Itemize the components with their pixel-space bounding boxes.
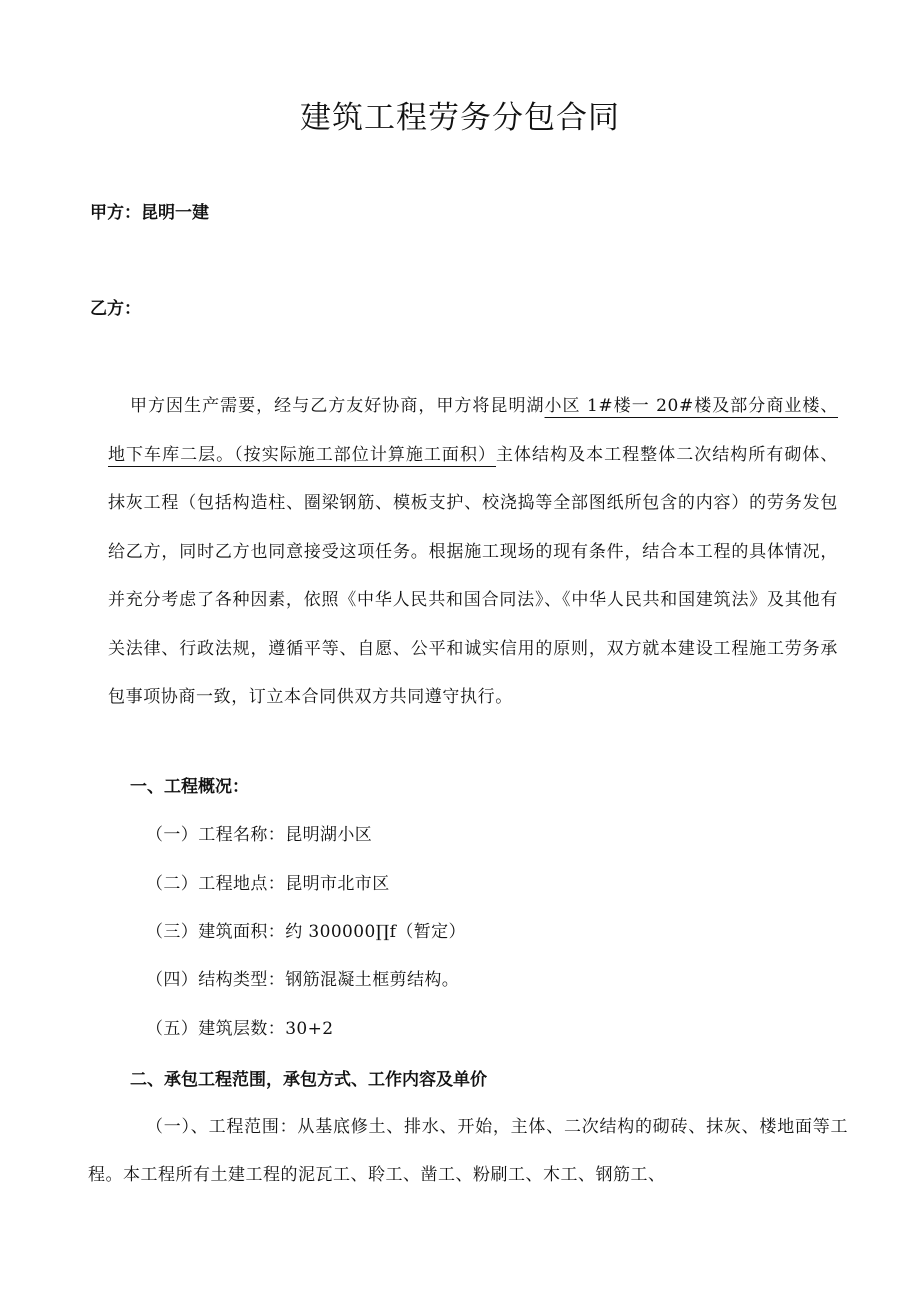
section-2-heading: 二、承包工程范围，承包方式、工作内容及单价 <box>130 1070 487 1090</box>
party-a-line: 甲方：昆明一建 <box>90 203 209 223</box>
floor-count-item: （五）建筑层数：30+2 <box>146 1019 334 1039</box>
scope-paragraph: （一）、工程范围：从基底修土、排水、开始，主体、二次结构的砌砖、抹灰、楼地面等工程。本工程所有土建工程的泥瓦工、聆工、凿工、粉刷工、木工、钢筋工、 <box>88 1117 848 1185</box>
building-area-item: （三）建筑面积：约 300000∏f（暂定） <box>146 922 466 942</box>
structure-type-item: （四）结构类型：钢筋混凝土框剪结构。 <box>146 970 460 990</box>
intro-underlined-scope: 小区 1#楼一 20#楼及部分商业楼、地下车库二层。（按实际施工部位计算施工面积） <box>108 396 838 465</box>
document-title: 建筑工程劳务分包合同 <box>300 100 620 136</box>
project-name-item: （一）工程名称：昆明湖小区 <box>146 825 373 845</box>
intro-text-start: 甲方因生产需要，经与乙方友好协商，甲方将昆明湖 <box>130 396 545 416</box>
intro-text-rest: 主体结构及本工程整体二次结构所有砌体、抹灰工程（包括构造柱、圈梁钢筋、模板支护、校浇捣等全部图纸所包含的内容）的劳务发包给乙方，同时乙方也同意接受这项任务。根据施工现场的现有条件，结合本工程的具体情况，并充分考虑了各种因素，依照《中华人民共和国合同法》、《中华人民共和国建筑法》及其他有关法律、行政法规，遵循平等、自愿、公平和诚实信用的原则，双方就本建设工程施工劳务承包事项协商一致，订立本合同供双方共同遵守执行。 <box>108 444 838 707</box>
section-1-heading: 一、工程概况： <box>130 777 249 797</box>
intro-paragraph <box>108 382 838 722</box>
project-location-item: （二）工程地点：昆明市北市区 <box>146 874 390 894</box>
party-b-line: 乙方： <box>90 299 141 319</box>
